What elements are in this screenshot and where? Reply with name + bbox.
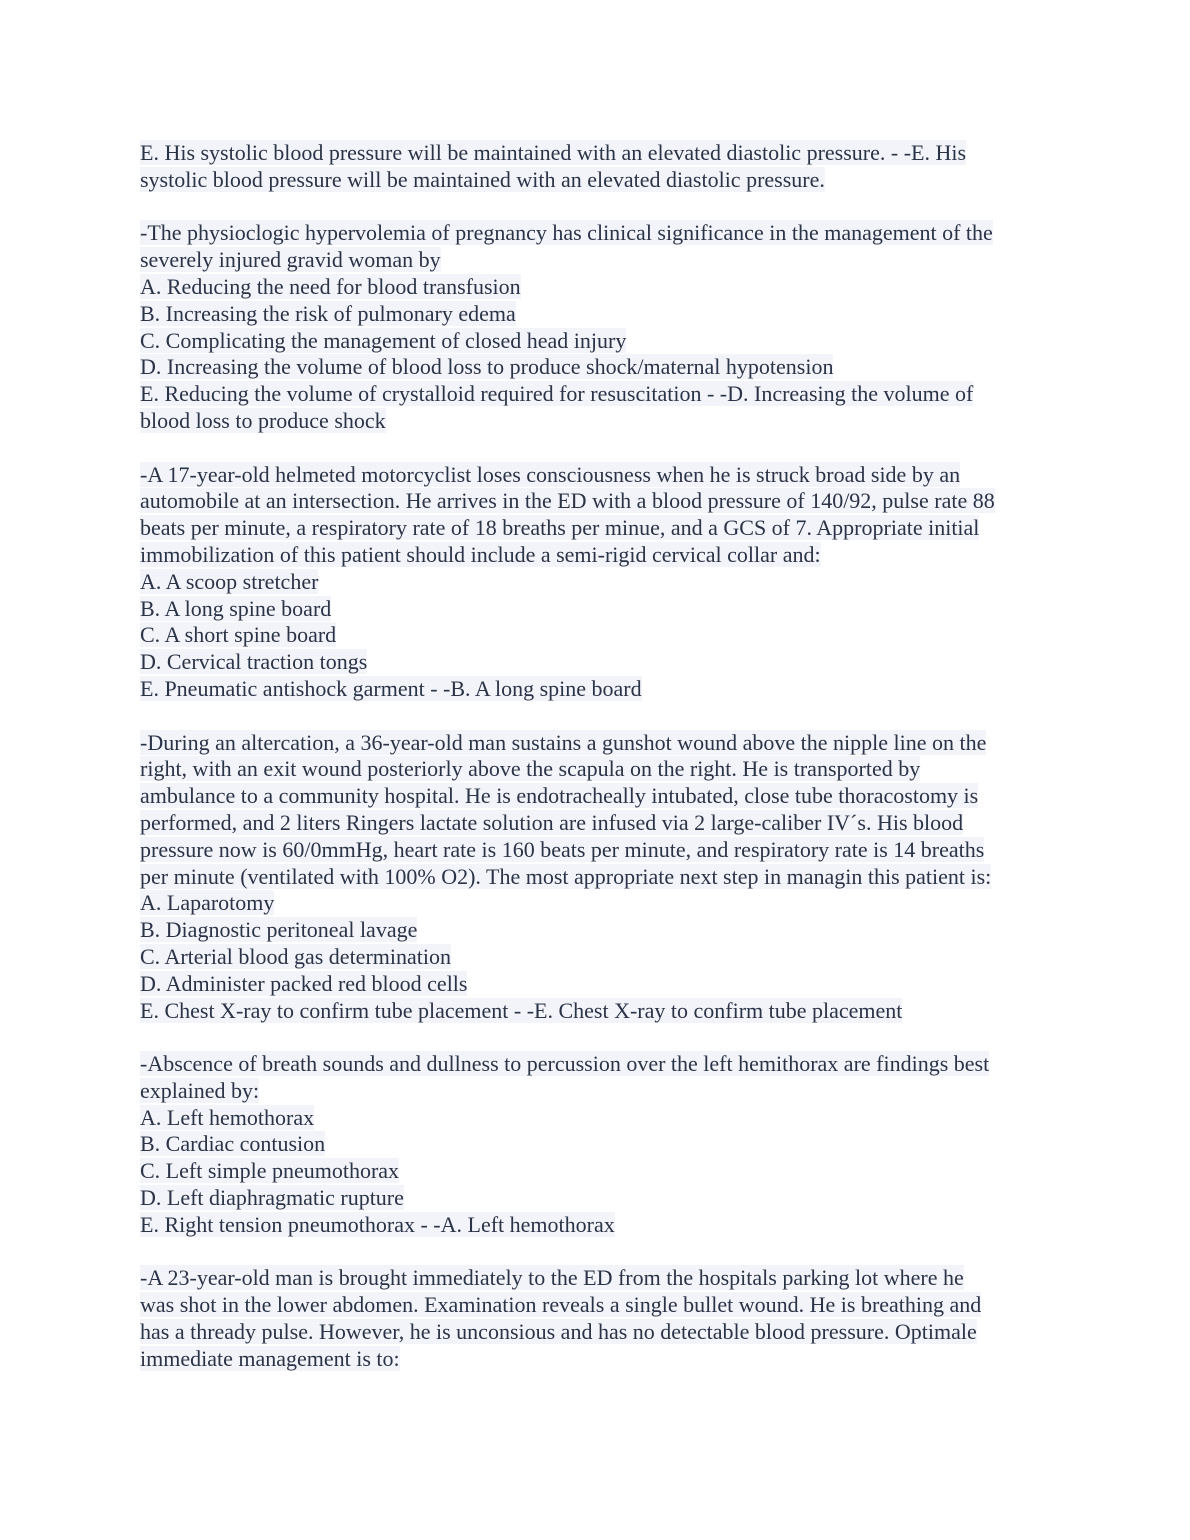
text-line: A. A scoop stretcher [140, 568, 319, 594]
text-line: -A 17-year-old helmeted motorcyclist loses consciousness when he is struck broad side by an [140, 461, 961, 487]
text-line: beats per minute, a respiratory rate of 18 breaths per minue, and a GCS of 7. Appropriate initial [140, 515, 980, 541]
line-wrapper [140, 515, 1060, 542]
text-line: C. A short spine board [140, 622, 337, 648]
text-line: explained by: [140, 1077, 260, 1103]
line-wrapper [140, 1346, 1060, 1373]
line-wrapper [140, 408, 1060, 435]
line-wrapper [140, 783, 1060, 810]
text-line: -The physioclogic hypervolemia of pregnancy has clinical significance in the management of the [140, 220, 993, 246]
line-wrapper [140, 542, 1060, 569]
text-line: B. Increasing the risk of pulmonary edema [140, 300, 516, 326]
text-line: -During an altercation, a 36-year-old man sustains a gunshot wound above the nipple line on the [140, 729, 987, 755]
line-wrapper [140, 1051, 1060, 1078]
text-line: immediate management is to: [140, 1345, 400, 1371]
line-wrapper [140, 1265, 1060, 1292]
line-wrapper [140, 676, 1060, 703]
text-line: B. Diagnostic peritoneal lavage [140, 917, 418, 943]
text-line: per minute (ventilated with 100% O2). The most appropriate next step in managin this patient is: [140, 863, 992, 889]
question-block [140, 1265, 1060, 1372]
line-wrapper [140, 1292, 1060, 1319]
line-wrapper [140, 649, 1060, 676]
question-block [140, 140, 1060, 194]
text-line: E. Pneumatic antishock garment - -B. A long spine board [140, 675, 642, 701]
text-line: D. Cervical traction tongs [140, 649, 368, 675]
line-wrapper [140, 301, 1060, 328]
text-line: A. Left hemothorax [140, 1104, 315, 1130]
text-line: pressure now is 60/0mmHg, heart rate is 160 beats per minute, and respiratory rate is 14 breaths [140, 836, 985, 862]
line-wrapper [140, 971, 1060, 998]
line-wrapper [140, 1212, 1060, 1239]
question-block [140, 462, 1060, 703]
text-line: was shot in the lower abdomen. Examination reveals a single bullet wound. He is breathing and [140, 1292, 982, 1318]
text-line: E. Chest X-ray to confirm tube placement - -E. Chest X-ray to confirm tube placement [140, 997, 903, 1023]
line-wrapper [140, 837, 1060, 864]
text-line: has a thready pulse. However, he is unconsious and has no detectable blood pressure. Optimale [140, 1319, 977, 1345]
text-line: A. Laparotomy [140, 890, 275, 916]
line-wrapper [140, 890, 1060, 917]
line-wrapper [140, 1185, 1060, 1212]
line-wrapper [140, 1131, 1060, 1158]
line-wrapper [140, 569, 1060, 596]
line-wrapper [140, 247, 1060, 274]
text-line: E. His systolic blood pressure will be maintained with an elevated diastolic pressure. - -E. His [140, 140, 967, 165]
text-line: C. Arterial blood gas determination [140, 943, 451, 969]
text-line: immobilization of this patient should include a semi-rigid cervical collar and: [140, 541, 821, 567]
question-block [140, 220, 1060, 434]
line-wrapper [140, 730, 1060, 757]
line-wrapper [140, 756, 1060, 783]
line-wrapper [140, 1319, 1060, 1346]
text-line: -Abscence of breath sounds and dullness to percussion over the left hemithorax are findings best [140, 1051, 990, 1077]
line-wrapper [140, 140, 1060, 167]
line-wrapper [140, 328, 1060, 355]
text-line: blood loss to produce shock [140, 407, 386, 433]
text-line: -A 23-year-old man is brought immediately to the ED from the hospitals parking lot where he [140, 1265, 964, 1291]
text-line: D. Left diaphragmatic rupture [140, 1185, 404, 1211]
question-block [140, 730, 1060, 1025]
text-line: B. Cardiac contusion [140, 1131, 326, 1157]
text-line: right, with an exit wound posteriorly above the scapula on the right. He is transported by [140, 756, 921, 782]
text-line: automobile at an intersection. He arrives in the ED with a blood pressure of 140/92, pulse rate 88 [140, 488, 995, 514]
line-wrapper [140, 1078, 1060, 1105]
text-line: D. Administer packed red blood cells [140, 970, 468, 996]
line-wrapper [140, 810, 1060, 837]
question-block [140, 1051, 1060, 1239]
text-line: systolic blood pressure will be maintained with an elevated diastolic pressure. [140, 166, 825, 192]
text-line: severely injured gravid woman by [140, 247, 441, 273]
line-wrapper [140, 917, 1060, 944]
text-line: ambulance to a community hospital. He is endotracheally intubated, close tube thoracostomy is [140, 783, 979, 809]
line-wrapper [140, 998, 1060, 1025]
line-wrapper [140, 167, 1060, 194]
line-wrapper [140, 488, 1060, 515]
line-wrapper [140, 622, 1060, 649]
text-line: performed, and 2 liters Ringers lactate solution are infused via 2 large-caliber IV´s. His blood [140, 809, 964, 835]
text-line: D. Increasing the volume of blood loss to produce shock/maternal hypotension [140, 354, 834, 380]
line-wrapper [140, 1105, 1060, 1132]
text-line: E. Reducing the volume of crystalloid required for resuscitation - -D. Increasing the volume of [140, 381, 974, 407]
text-line: C. Complicating the management of closed head injury [140, 327, 627, 353]
text-line: B. A long spine board [140, 595, 332, 621]
text-line: A. Reducing the need for blood transfusion [140, 273, 521, 299]
line-wrapper [140, 944, 1060, 971]
line-wrapper [140, 381, 1060, 408]
line-wrapper [140, 354, 1060, 381]
line-wrapper [140, 596, 1060, 623]
line-wrapper [140, 1158, 1060, 1185]
line-wrapper [140, 220, 1060, 247]
line-wrapper [140, 274, 1060, 301]
document-body [140, 140, 1060, 1399]
text-line: E. Right tension pneumothorax - -A. Left hemothorax [140, 1211, 615, 1237]
line-wrapper [140, 462, 1060, 489]
line-wrapper [140, 864, 1060, 891]
text-line: C. Left simple pneumothorax [140, 1158, 400, 1184]
